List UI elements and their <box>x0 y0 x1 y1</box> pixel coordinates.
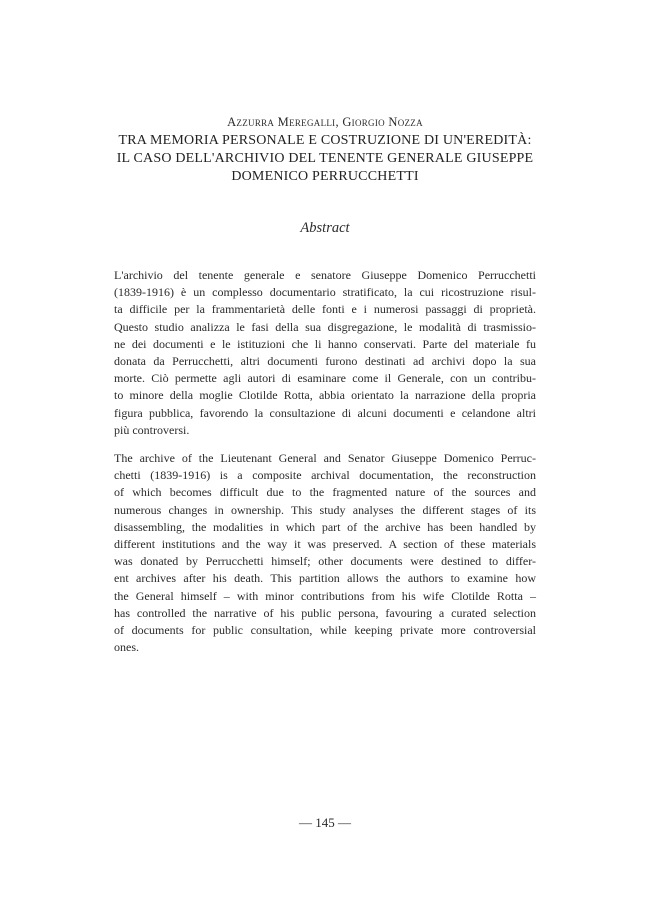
text-line: disassembling, the modalities in which part of the archive has been handled by <box>114 519 536 534</box>
authors: Azzurra Meregalli, Giorgio Nozza <box>227 115 423 129</box>
text-line: ent archives after his death. This partition allows the authors to examine how <box>114 571 536 586</box>
text-line: ne dei documenti e le istituzioni che li hanno conservati. Parte del materiale fu <box>114 336 536 351</box>
text-line: chetti (1839-1916) is a composite archival documentation, the reconstruction <box>114 468 536 483</box>
text-line: of documents for public consultation, while keeping private more controversial <box>114 623 536 638</box>
page-number: — 145 — <box>299 815 351 830</box>
text-line: morte. Ciò permette agli autori di esaminare come il Generale, con un contribu- <box>114 371 536 386</box>
title-line: DOMENICO PERRUCCHETTI <box>231 169 419 184</box>
text-line: The archive of the Lieutenant General and Senator Giuseppe Domenico Perruc- <box>114 451 536 465</box>
text-line: different institutions and the way it was preserved. A section of these materials <box>114 537 536 552</box>
title-line: IL CASO DELL'ARCHIVIO DEL TENENTE GENERALE GIUSEPPE <box>116 151 534 166</box>
text-line: L'archivio del tenente generale e senatore Giuseppe Domenico Perrucchetti <box>114 268 536 282</box>
text-line: of which becomes difficult due to the fragmented nature of the sources and <box>114 485 536 500</box>
text-line: has controlled the narrative of his public persona, favouring a curated selection <box>114 605 536 620</box>
text-line: ones. <box>114 640 139 655</box>
text-line: was donated by Perrucchetti himself; other documents were destined to differ- <box>114 554 536 569</box>
text-line: ta difficile per la frammentarietà delle fonti e i numerosi passaggi di proprietà. <box>114 302 536 317</box>
text-line: figura pubblica, favorendo la consultazione di alcuni documenti e celandone altri <box>114 405 536 420</box>
abstract-heading: Abstract <box>300 220 350 236</box>
title-line: TRA MEMORIA PERSONALE E COSTRUZIONE DI UN'EREDITÀ: <box>118 133 532 148</box>
text-line: the General himself – with minor contributions from his wife Clotilde Rotta – <box>114 588 536 603</box>
article-title <box>90 132 560 186</box>
text-line: (1839-1916) è un complesso documentario stratificato, la cui ricostruzione risul- <box>114 285 536 300</box>
text-line: Questo studio analizza le fasi della sua disgregazione, le modalità di trasmissio- <box>114 319 536 334</box>
abstract-english <box>114 450 536 656</box>
text-line: numerous changes in ownership. This study analyses the different stages of its <box>114 502 536 517</box>
text-line: donata da Perrucchetti, altri documenti furono destinati ad archivi dopo la sua <box>114 354 536 369</box>
text-line: più controversi. <box>114 422 190 437</box>
text-line: to minore della moglie Clotilde Rotta, abbia orientato la narrazione della propria <box>114 388 536 403</box>
abstract-italian <box>114 267 536 439</box>
